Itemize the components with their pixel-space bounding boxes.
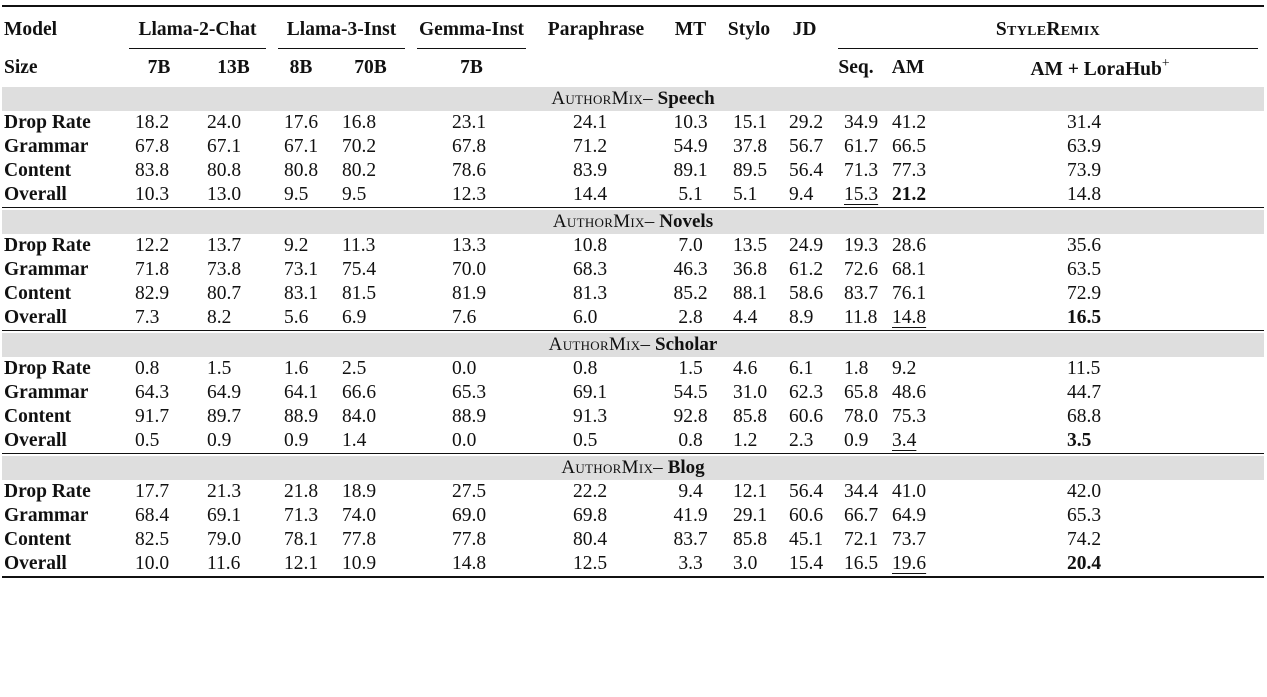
cell-value: 0.8	[135, 358, 160, 379]
cell-value: 10.9	[330, 552, 411, 577]
cell-value: 41.2	[892, 112, 927, 133]
cell-value: 11.3	[342, 235, 376, 256]
section-header	[2, 210, 1264, 234]
table-row	[2, 258, 1264, 282]
cell-value: 22.2	[573, 481, 608, 502]
cell-value: 9.5	[272, 183, 330, 208]
table-row	[2, 183, 1264, 208]
cell-value: 76.1	[892, 283, 927, 304]
row-label: Content	[4, 406, 72, 427]
cell-value: 6.9	[330, 306, 411, 331]
cell-value: 81.9	[452, 283, 487, 304]
sub-seq: Seq.	[838, 57, 874, 78]
cell-value: 71.3	[284, 505, 319, 526]
cell-value: 17.6	[284, 112, 319, 133]
group-header-styleremix: StyleRemix	[832, 7, 1264, 49]
section-prefix: AuthorMix–	[561, 457, 663, 478]
row-label: Drop Rate	[4, 112, 91, 133]
cell-value: 83.7	[673, 529, 708, 550]
cell-value: 64.3	[135, 382, 170, 403]
cell-value: 69.8	[573, 505, 608, 526]
cell-value: 8.9	[777, 306, 832, 331]
cell-value: 12.2	[135, 235, 170, 256]
row-label: Drop Rate	[4, 235, 91, 256]
cell-value: 83.1	[284, 283, 319, 304]
cell-value: 41.9	[673, 505, 708, 526]
cell-value: 64.9	[892, 505, 927, 526]
cell-value: 68.8	[1067, 406, 1102, 427]
cell-value: 7.3	[123, 306, 195, 331]
table-row	[2, 480, 1264, 504]
section-header	[2, 456, 1264, 480]
cell-value: 23.1	[452, 112, 487, 133]
cell-value: 77.8	[452, 529, 487, 550]
cell-value: 69.1	[573, 382, 608, 403]
row-label: Overall	[2, 552, 123, 577]
row-label: Grammar	[4, 505, 89, 526]
cell-value: 41.0	[892, 481, 927, 502]
cell-value: 67.8	[452, 136, 487, 157]
table-row	[2, 357, 1264, 381]
cell-value: 3.5	[936, 429, 1264, 454]
section-name: Novels	[659, 211, 714, 232]
table-row	[2, 405, 1264, 429]
table-row	[2, 381, 1264, 405]
cell-value: 1.4	[330, 429, 411, 454]
group-header-llama3: Llama-3-Inst	[272, 7, 411, 49]
cell-value: 88.9	[452, 406, 487, 427]
cell-value: 12.5	[532, 552, 660, 577]
cell-value: 88.9	[284, 406, 319, 427]
cell-value: 13.5	[733, 235, 768, 256]
cell-value: 13.3	[452, 235, 487, 256]
cell-value: 1.5	[207, 358, 232, 379]
cell-value: 13.0	[195, 183, 272, 208]
cell-value: 10.8	[573, 235, 608, 256]
cell-value: 72.6	[844, 259, 879, 280]
group-header-gemma: Gemma-Inst	[411, 7, 532, 49]
cell-value: 20.4	[936, 552, 1264, 577]
cell-value: 21.2	[880, 183, 936, 208]
cell-value: 65.3	[452, 382, 487, 403]
cell-value: 91.7	[135, 406, 170, 427]
cell-value: 44.7	[1067, 382, 1102, 403]
cell-value: 80.8	[284, 160, 319, 181]
cell-value: 54.5	[673, 382, 708, 403]
header-paraphrase: Paraphrase	[547, 19, 645, 40]
size-paraphrase	[532, 49, 660, 87]
header-jd: JD	[792, 19, 817, 40]
cell-value: 42.0	[1067, 481, 1102, 502]
section-prefix: AuthorMix–	[548, 334, 651, 355]
cell-value: 0.9	[832, 429, 880, 454]
cell-value: 60.6	[789, 505, 824, 526]
cell-value: 78.1	[284, 529, 319, 550]
cell-value: 68.1	[892, 259, 927, 280]
sub-am-lorahub: AM + LoraHub+	[1030, 55, 1170, 80]
cell-value: 83.7	[844, 283, 879, 304]
cell-value: 21.8	[284, 481, 319, 502]
table-row	[2, 234, 1264, 258]
cell-value: 5.6	[272, 306, 330, 331]
cell-value: 77.8	[342, 529, 377, 550]
cell-value: 0.5	[532, 429, 660, 454]
cell-value: 65.8	[844, 382, 879, 403]
cell-value: 9.2	[284, 235, 309, 256]
cell-value: 3.0	[721, 552, 777, 577]
cell-value: 80.8	[207, 160, 242, 181]
size-llama2-13b: 13B	[217, 57, 250, 78]
row-label: Overall	[2, 183, 123, 208]
cell-value: 8.2	[195, 306, 272, 331]
cell-value: 37.8	[733, 136, 768, 157]
cell-value: 74.0	[342, 505, 377, 526]
cell-value: 72.9	[1067, 283, 1102, 304]
cell-value: 3.3	[660, 552, 721, 577]
cell-value: 66.5	[892, 136, 927, 157]
cell-value: 34.4	[844, 481, 879, 502]
cell-value: 68.3	[573, 259, 608, 280]
cell-value: 78.6	[452, 160, 487, 181]
size-mt	[660, 49, 721, 87]
cell-value: 1.8	[844, 358, 869, 379]
cell-value: 11.6	[195, 552, 272, 577]
cell-value: 63.9	[1067, 136, 1102, 157]
cell-value: 10.3	[673, 112, 708, 133]
cell-value: 56.7	[789, 136, 824, 157]
cell-value: 48.6	[892, 382, 927, 403]
cell-value: 1.6	[284, 358, 309, 379]
section-title	[2, 87, 1264, 111]
cell-value: 2.8	[660, 306, 721, 331]
cell-value: 31.0	[733, 382, 768, 403]
section-title	[2, 456, 1264, 480]
cell-value: 10.0	[123, 552, 195, 577]
cell-value: 70.2	[342, 136, 377, 157]
cell-value: 64.9	[207, 382, 242, 403]
cell-value: 24.9	[789, 235, 824, 256]
table-row	[2, 504, 1264, 528]
cell-value: 61.2	[789, 259, 824, 280]
header-row-models	[2, 7, 1264, 49]
section-title	[2, 333, 1264, 357]
cell-value: 13.7	[207, 235, 242, 256]
cell-value: 35.6	[1067, 235, 1102, 256]
cell-value: 80.2	[342, 160, 377, 181]
cell-value: 29.1	[733, 505, 768, 526]
table-row	[2, 159, 1264, 183]
section-name: Scholar	[655, 334, 718, 355]
row-label: Grammar	[4, 382, 89, 403]
section-prefix: AuthorMix–	[551, 88, 653, 109]
cell-value: 14.8	[936, 183, 1264, 208]
cell-value: 16.5	[936, 306, 1264, 331]
cell-value: 56.4	[789, 481, 824, 502]
cell-value: 0.5	[123, 429, 195, 454]
results-table	[2, 5, 1264, 578]
cell-value: 46.3	[673, 259, 708, 280]
cell-value: 65.3	[1067, 505, 1102, 526]
cell-value: 69.1	[207, 505, 242, 526]
cell-value: 84.0	[342, 406, 377, 427]
row-label: Drop Rate	[4, 481, 91, 502]
cell-value: 45.1	[789, 529, 824, 550]
cell-value: 10.3	[123, 183, 195, 208]
cell-value: 5.1	[721, 183, 777, 208]
cell-value: 62.3	[789, 382, 824, 403]
table-row	[2, 135, 1264, 159]
cell-value: 18.2	[135, 112, 170, 133]
cell-value: 67.1	[284, 136, 319, 157]
cell-value: 11.5	[1067, 358, 1101, 379]
cell-value: 54.9	[673, 136, 708, 157]
table-body	[2, 87, 1264, 577]
cell-value: 78.0	[844, 406, 879, 427]
cell-value: 19.6	[880, 552, 936, 577]
cell-value: 2.3	[777, 429, 832, 454]
row-label: Grammar	[4, 259, 89, 280]
size-header: Size	[4, 57, 38, 78]
table-row	[2, 111, 1264, 135]
cell-value: 0.8	[660, 429, 721, 454]
cell-value: 89.5	[733, 160, 768, 181]
cell-value: 72.1	[844, 529, 879, 550]
cell-value: 16.8	[342, 112, 377, 133]
section-title	[2, 210, 1264, 234]
size-jd	[777, 49, 832, 87]
cell-value: 9.4	[678, 481, 703, 502]
cell-value: 89.1	[673, 160, 708, 181]
cell-value: 0.0	[411, 429, 532, 454]
cell-value: 27.5	[452, 481, 487, 502]
cell-value: 7.6	[411, 306, 532, 331]
cell-value: 69.0	[452, 505, 487, 526]
cell-value: 5.1	[660, 183, 721, 208]
cell-value: 7.0	[678, 235, 703, 256]
cell-value: 74.2	[1067, 529, 1102, 550]
section-header	[2, 87, 1264, 111]
cell-value: 2.5	[342, 358, 367, 379]
cell-value: 66.7	[844, 505, 879, 526]
cell-value: 89.7	[207, 406, 242, 427]
cell-value: 4.4	[721, 306, 777, 331]
cell-value: 12.1	[733, 481, 768, 502]
cell-value: 15.1	[733, 112, 768, 133]
cell-value: 34.9	[844, 112, 879, 133]
cell-value: 66.6	[342, 382, 377, 403]
cell-value: 83.8	[135, 160, 170, 181]
header-row-sizes	[2, 49, 1264, 87]
cell-value: 81.3	[573, 283, 608, 304]
cell-value: 0.9	[195, 429, 272, 454]
cell-value: 1.2	[721, 429, 777, 454]
table-row	[2, 282, 1264, 306]
cell-value: 36.8	[733, 259, 768, 280]
cell-value: 67.8	[135, 136, 170, 157]
cell-value: 73.8	[207, 259, 242, 280]
cell-value: 4.6	[733, 358, 758, 379]
size-llama3-70b: 70B	[354, 57, 387, 78]
cell-value: 9.4	[777, 183, 832, 208]
cell-value: 73.9	[1067, 160, 1102, 181]
cell-value: 17.7	[135, 481, 170, 502]
cell-value: 11.8	[832, 306, 880, 331]
cell-value: 58.6	[789, 283, 824, 304]
cell-value: 88.1	[733, 283, 768, 304]
cell-value: 16.5	[832, 552, 880, 577]
row-label: Overall	[2, 429, 123, 454]
table-row	[2, 552, 1264, 577]
size-llama2-7b: 7B	[147, 57, 171, 78]
group-header-llama2: Llama-2-Chat	[123, 7, 272, 49]
cell-value: 85.8	[733, 529, 768, 550]
cell-value: 71.3	[844, 160, 879, 181]
cell-value: 12.1	[272, 552, 330, 577]
cell-value: 70.0	[452, 259, 487, 280]
cell-value: 73.7	[892, 529, 927, 550]
cell-value: 14.8	[411, 552, 532, 577]
cell-value: 61.7	[844, 136, 879, 157]
cell-value: 80.4	[573, 529, 608, 550]
cell-value: 0.9	[272, 429, 330, 454]
cell-value: 9.5	[330, 183, 411, 208]
cell-value: 21.3	[207, 481, 242, 502]
cell-value: 68.4	[135, 505, 170, 526]
cell-value: 82.9	[135, 283, 170, 304]
row-label: Content	[4, 160, 72, 181]
cell-value: 0.8	[573, 358, 598, 379]
row-label: Grammar	[4, 136, 89, 157]
cell-value: 92.8	[673, 406, 708, 427]
row-label: Overall	[2, 306, 123, 331]
cell-value: 64.1	[284, 382, 319, 403]
cell-value: 14.4	[532, 183, 660, 208]
cell-value: 67.1	[207, 136, 242, 157]
cell-value: 60.6	[789, 406, 824, 427]
cell-value: 56.4	[789, 160, 824, 181]
cell-value: 28.6	[892, 235, 927, 256]
cell-value: 19.3	[844, 235, 879, 256]
cell-value: 75.3	[892, 406, 927, 427]
table-row	[2, 528, 1264, 552]
cell-value: 14.8	[880, 306, 936, 331]
cell-value: 81.5	[342, 283, 377, 304]
section-name: Speech	[657, 88, 715, 109]
model-header: Model	[4, 19, 58, 40]
header-stylo: Stylo	[727, 19, 771, 40]
cell-value: 80.7	[207, 283, 242, 304]
table-row	[2, 306, 1264, 331]
cell-value: 24.1	[573, 112, 608, 133]
cell-value: 83.9	[573, 160, 608, 181]
cell-value: 71.2	[573, 136, 608, 157]
size-stylo	[721, 49, 777, 87]
cell-value: 6.1	[789, 358, 814, 379]
section-prefix: AuthorMix–	[552, 211, 655, 232]
cell-value: 79.0	[207, 529, 242, 550]
cell-value: 6.0	[532, 306, 660, 331]
header-mt: MT	[674, 19, 707, 40]
section-header	[2, 333, 1264, 357]
size-gemma-7b: 7B	[460, 57, 483, 78]
cell-value: 0.0	[452, 358, 477, 379]
cell-value: 12.3	[411, 183, 532, 208]
row-label: Drop Rate	[4, 358, 91, 379]
sub-am: AM	[891, 57, 925, 78]
row-label: Content	[4, 529, 72, 550]
cell-value: 18.9	[342, 481, 377, 502]
cell-value: 15.4	[777, 552, 832, 577]
cell-value: 15.3	[832, 183, 880, 208]
cell-value: 71.8	[135, 259, 170, 280]
row-label: Content	[4, 283, 72, 304]
cell-value: 29.2	[789, 112, 824, 133]
cell-value: 24.0	[207, 112, 242, 133]
cell-value: 91.3	[573, 406, 608, 427]
cell-value: 73.1	[284, 259, 319, 280]
cell-value: 1.5	[678, 358, 703, 379]
cell-value: 9.2	[892, 358, 917, 379]
cell-value: 3.4	[880, 429, 936, 454]
cell-value: 63.5	[1067, 259, 1102, 280]
section-name: Blog	[667, 457, 705, 478]
table-row	[2, 429, 1264, 454]
size-llama3-8b: 8B	[289, 57, 313, 78]
cell-value: 85.2	[673, 283, 708, 304]
cell-value: 77.3	[892, 160, 927, 181]
cell-value: 75.4	[342, 259, 377, 280]
cell-value: 82.5	[135, 529, 170, 550]
cell-value: 31.4	[1067, 112, 1102, 133]
cell-value: 85.8	[733, 406, 768, 427]
